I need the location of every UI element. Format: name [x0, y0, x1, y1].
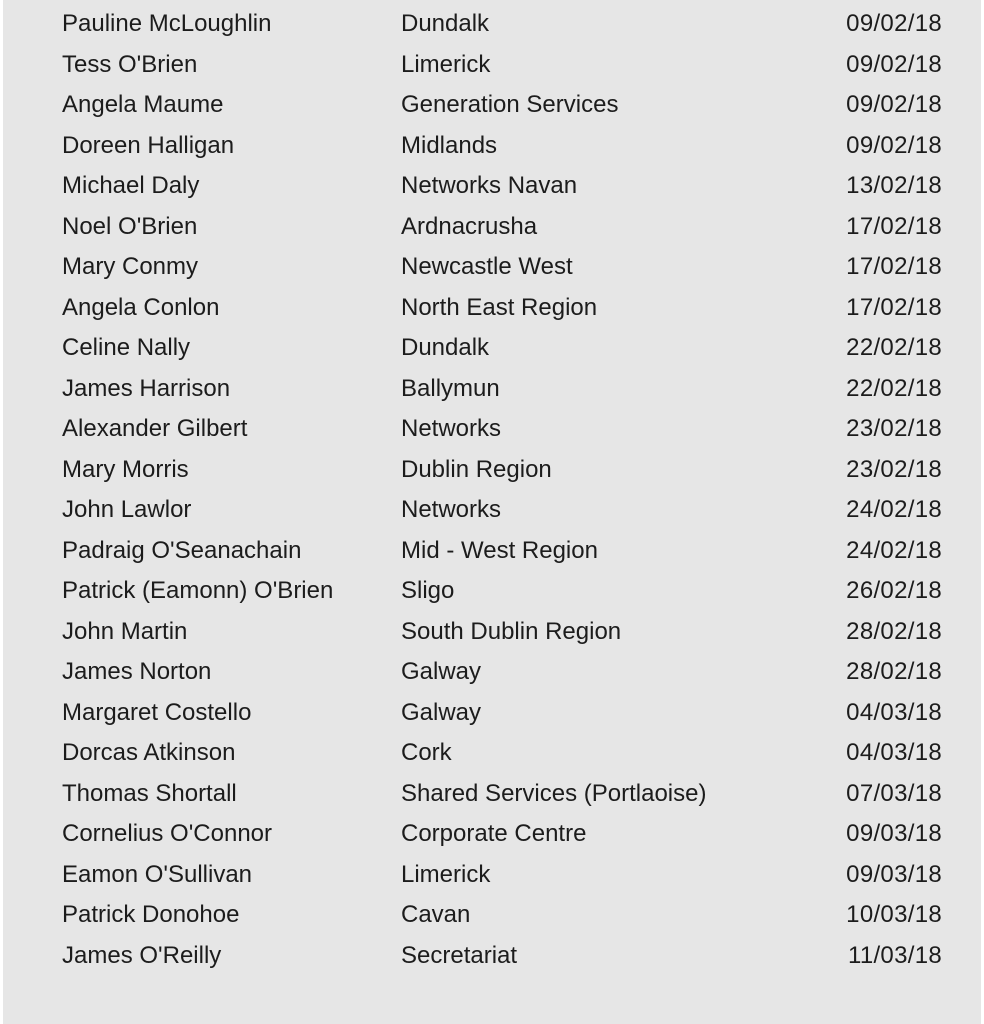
person-name: Alexander Gilbert [62, 415, 248, 442]
region-name: Networks [401, 415, 502, 442]
table-row [62, 409, 952, 450]
date-value: 09/02/18 [846, 50, 942, 78]
person-name: Thomas Shortall [62, 779, 237, 807]
region-name: Generation Services [401, 91, 619, 118]
person-name: Patrick (Eamonn) O'Brien [62, 577, 334, 604]
date-value: 09/03/18 [846, 860, 942, 888]
date-value: 10/03/18 [846, 901, 942, 928]
region-name: Galway [401, 658, 482, 685]
person-name: Doreen Halligan [62, 131, 235, 159]
person-name: Eamon O'Sullivan [62, 860, 253, 888]
names-table [62, 4, 952, 976]
table-row [62, 369, 952, 410]
region-name: Mid - West Region [401, 536, 598, 564]
region-name: Newcastle West [401, 253, 573, 280]
person-name: Celine Nally [62, 334, 191, 361]
table-row [62, 247, 952, 288]
date-value: 07/03/18 [846, 779, 942, 807]
date-value: 04/03/18 [846, 698, 942, 726]
table-row [62, 328, 952, 369]
person-name: James O'Reilly [62, 941, 222, 969]
person-name: Mary Morris [62, 455, 189, 483]
region-name: Cavan [401, 901, 471, 928]
table-row [62, 85, 952, 126]
date-value: 09/02/18 [846, 10, 942, 37]
table-row [62, 571, 952, 612]
date-value: 17/02/18 [846, 253, 942, 280]
region-name: Midlands [401, 131, 498, 159]
date-value: 09/03/18 [846, 820, 942, 847]
region-name: Dundalk [401, 10, 490, 37]
date-value: 22/02/18 [846, 334, 942, 361]
table-row [62, 693, 952, 734]
region-name: Dublin Region [401, 455, 552, 483]
document-page [3, 0, 981, 1024]
date-value: 23/02/18 [846, 415, 942, 442]
date-value: 17/02/18 [846, 212, 942, 240]
region-name: Networks [401, 496, 502, 523]
table-row [62, 774, 952, 815]
person-name: John Lawlor [62, 496, 192, 523]
table-row [62, 855, 952, 896]
date-value: 13/02/18 [846, 172, 942, 199]
person-name: Mary Conmy [62, 253, 199, 280]
person-name: James Harrison [62, 374, 231, 402]
person-name: Patrick Donohoe [62, 901, 240, 928]
region-name: Ardnacrusha [401, 212, 538, 240]
table-row [62, 531, 952, 572]
region-name: Corporate Centre [401, 820, 587, 847]
person-name: Angela Conlon [62, 293, 220, 321]
date-value: 11/03/18 [847, 941, 942, 969]
date-value: 26/02/18 [846, 577, 942, 604]
region-name: Shared Services (Portlaoise) [401, 779, 707, 807]
date-value: 28/02/18 [846, 658, 942, 685]
table-row [62, 207, 952, 248]
region-name: Networks Navan [401, 172, 578, 199]
table-row [62, 490, 952, 531]
date-value: 22/02/18 [846, 374, 942, 402]
region-name: Secretariat [401, 941, 518, 969]
table-row [62, 288, 952, 329]
person-name: Tess O'Brien [62, 50, 198, 78]
region-name: Limerick [401, 50, 491, 78]
region-name: Galway [401, 698, 482, 726]
person-name: James Norton [62, 658, 212, 685]
table-row [62, 733, 952, 774]
date-value: 24/02/18 [846, 496, 942, 523]
region-name: Sligo [401, 577, 455, 604]
date-value: 28/02/18 [846, 617, 942, 645]
table-row [62, 612, 952, 653]
date-value: 09/02/18 [846, 91, 942, 118]
date-value: 24/02/18 [846, 536, 942, 564]
date-value: 23/02/18 [846, 455, 942, 483]
region-name: Limerick [401, 860, 491, 888]
person-name: Angela Maume [62, 91, 224, 118]
region-name: North East Region [401, 293, 598, 321]
date-value: 04/03/18 [846, 739, 942, 766]
table-row [62, 45, 952, 86]
person-name: Noel O'Brien [62, 212, 198, 240]
region-name: Ballymun [401, 374, 500, 402]
person-name: Cornelius O'Connor [62, 820, 273, 847]
person-name: Dorcas Atkinson [62, 739, 236, 766]
table-row [62, 814, 952, 855]
date-value: 17/02/18 [846, 293, 942, 321]
table-row [62, 4, 952, 45]
table-row [62, 126, 952, 167]
person-name: John Martin [62, 617, 188, 645]
region-name: South Dublin Region [401, 617, 622, 645]
date-value: 09/02/18 [846, 131, 942, 159]
person-name: Pauline McLoughlin [62, 10, 272, 37]
region-name: Dundalk [401, 334, 490, 361]
table-row [62, 895, 952, 936]
table-row [62, 936, 952, 977]
person-name: Michael Daly [62, 172, 200, 199]
table-row [62, 166, 952, 207]
person-name: Margaret Costello [62, 698, 252, 726]
table-row [62, 450, 952, 491]
region-name: Cork [401, 739, 452, 766]
person-name: Padraig O'Seanachain [62, 536, 302, 564]
table-row [62, 652, 952, 693]
